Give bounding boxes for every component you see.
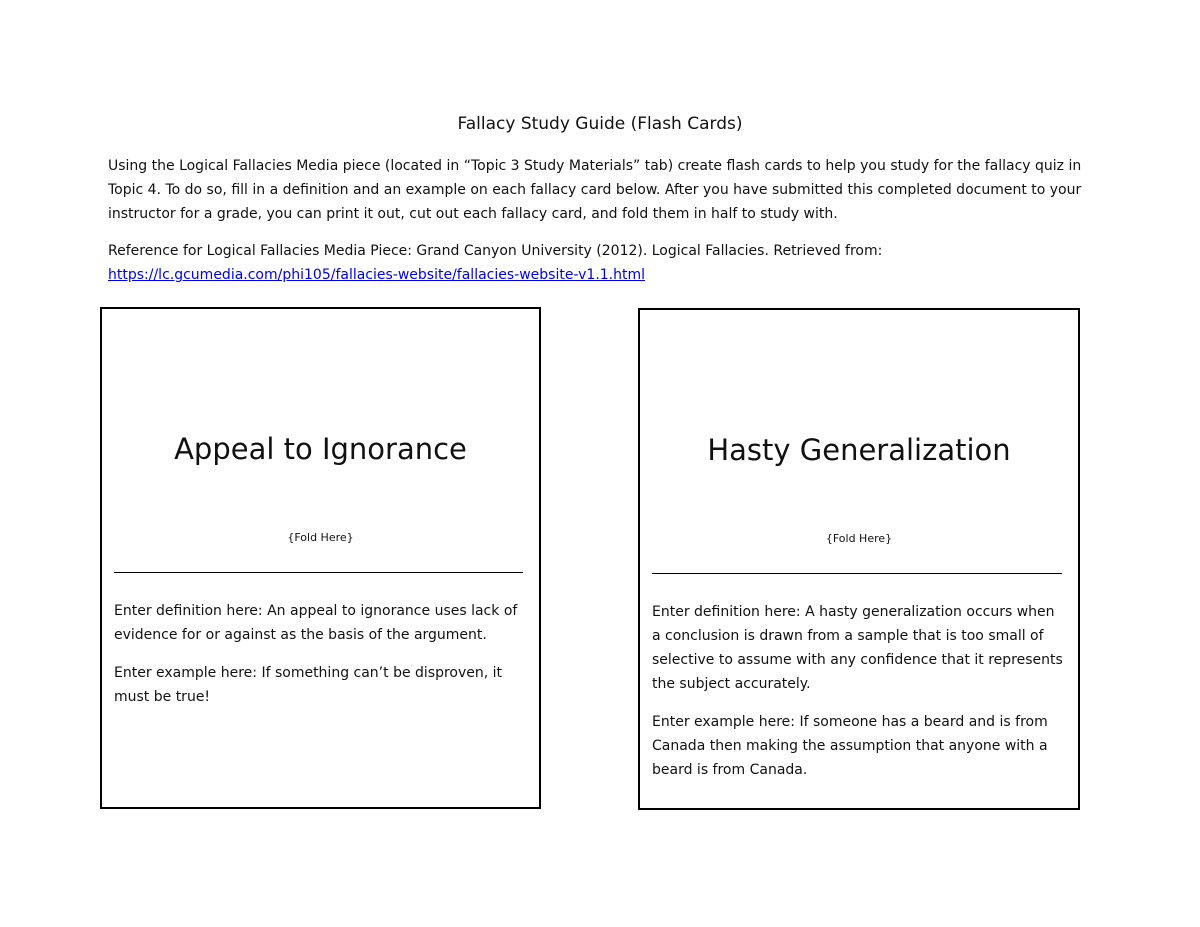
reference-paragraph: [108, 239, 1090, 287]
flash-card-hasty-generalization: [638, 308, 1080, 810]
card-definition: Enter definition here: An appeal to ignorance uses lack of evidence for or against as the basis of the argument.: [114, 603, 518, 643]
card-title: Hasty Generalization: [707, 433, 1011, 467]
fold-divider: [652, 573, 1062, 574]
reference-text: Reference for Logical Fallacies Media Piece: Grand Canyon University (2012). Logical Fallacies. Retrieved from:: [108, 243, 883, 259]
fold-divider: [114, 572, 523, 573]
reference-link[interactable]: https://lc.gcumedia.com/phi105/fallacies-website/fallacies-website-v1.1.html: [108, 267, 646, 283]
flash-card-appeal-to-ignorance: [100, 307, 541, 809]
card-body: [114, 599, 525, 723]
card-example: Enter example here: If something can’t be disproven, it must be true!: [114, 665, 503, 705]
page-title: Fallacy Study Guide (Flash Cards): [457, 114, 743, 134]
card-body: [652, 600, 1064, 796]
fold-label: {Fold Here}: [825, 532, 893, 545]
instructions-paragraph: Using the Logical Fallacies Media piece (located in “Topic 3 Study Materials” tab) create flash cards to help you study for the fallacy quiz in Topic 4. To do so, fill in a definition and an example on each fallacy card below. After you have submitted this completed document to your instructor for a grade, you can print it out, cut out each fallacy card, and fold them in half to study with.: [108, 158, 1082, 222]
card-definition: Enter definition here: A hasty generalization occurs when a conclusion is drawn from a sample that is too small of selective to assume with any confidence that it represents the subject accurately.: [652, 604, 1063, 692]
fold-label: {Fold Here}: [287, 531, 354, 544]
card-title: Appeal to Ignorance: [174, 432, 467, 466]
card-example: Enter example here: If someone has a beard and is from Canada then making the assumption that anyone with a beard is from Canada.: [652, 714, 1048, 778]
